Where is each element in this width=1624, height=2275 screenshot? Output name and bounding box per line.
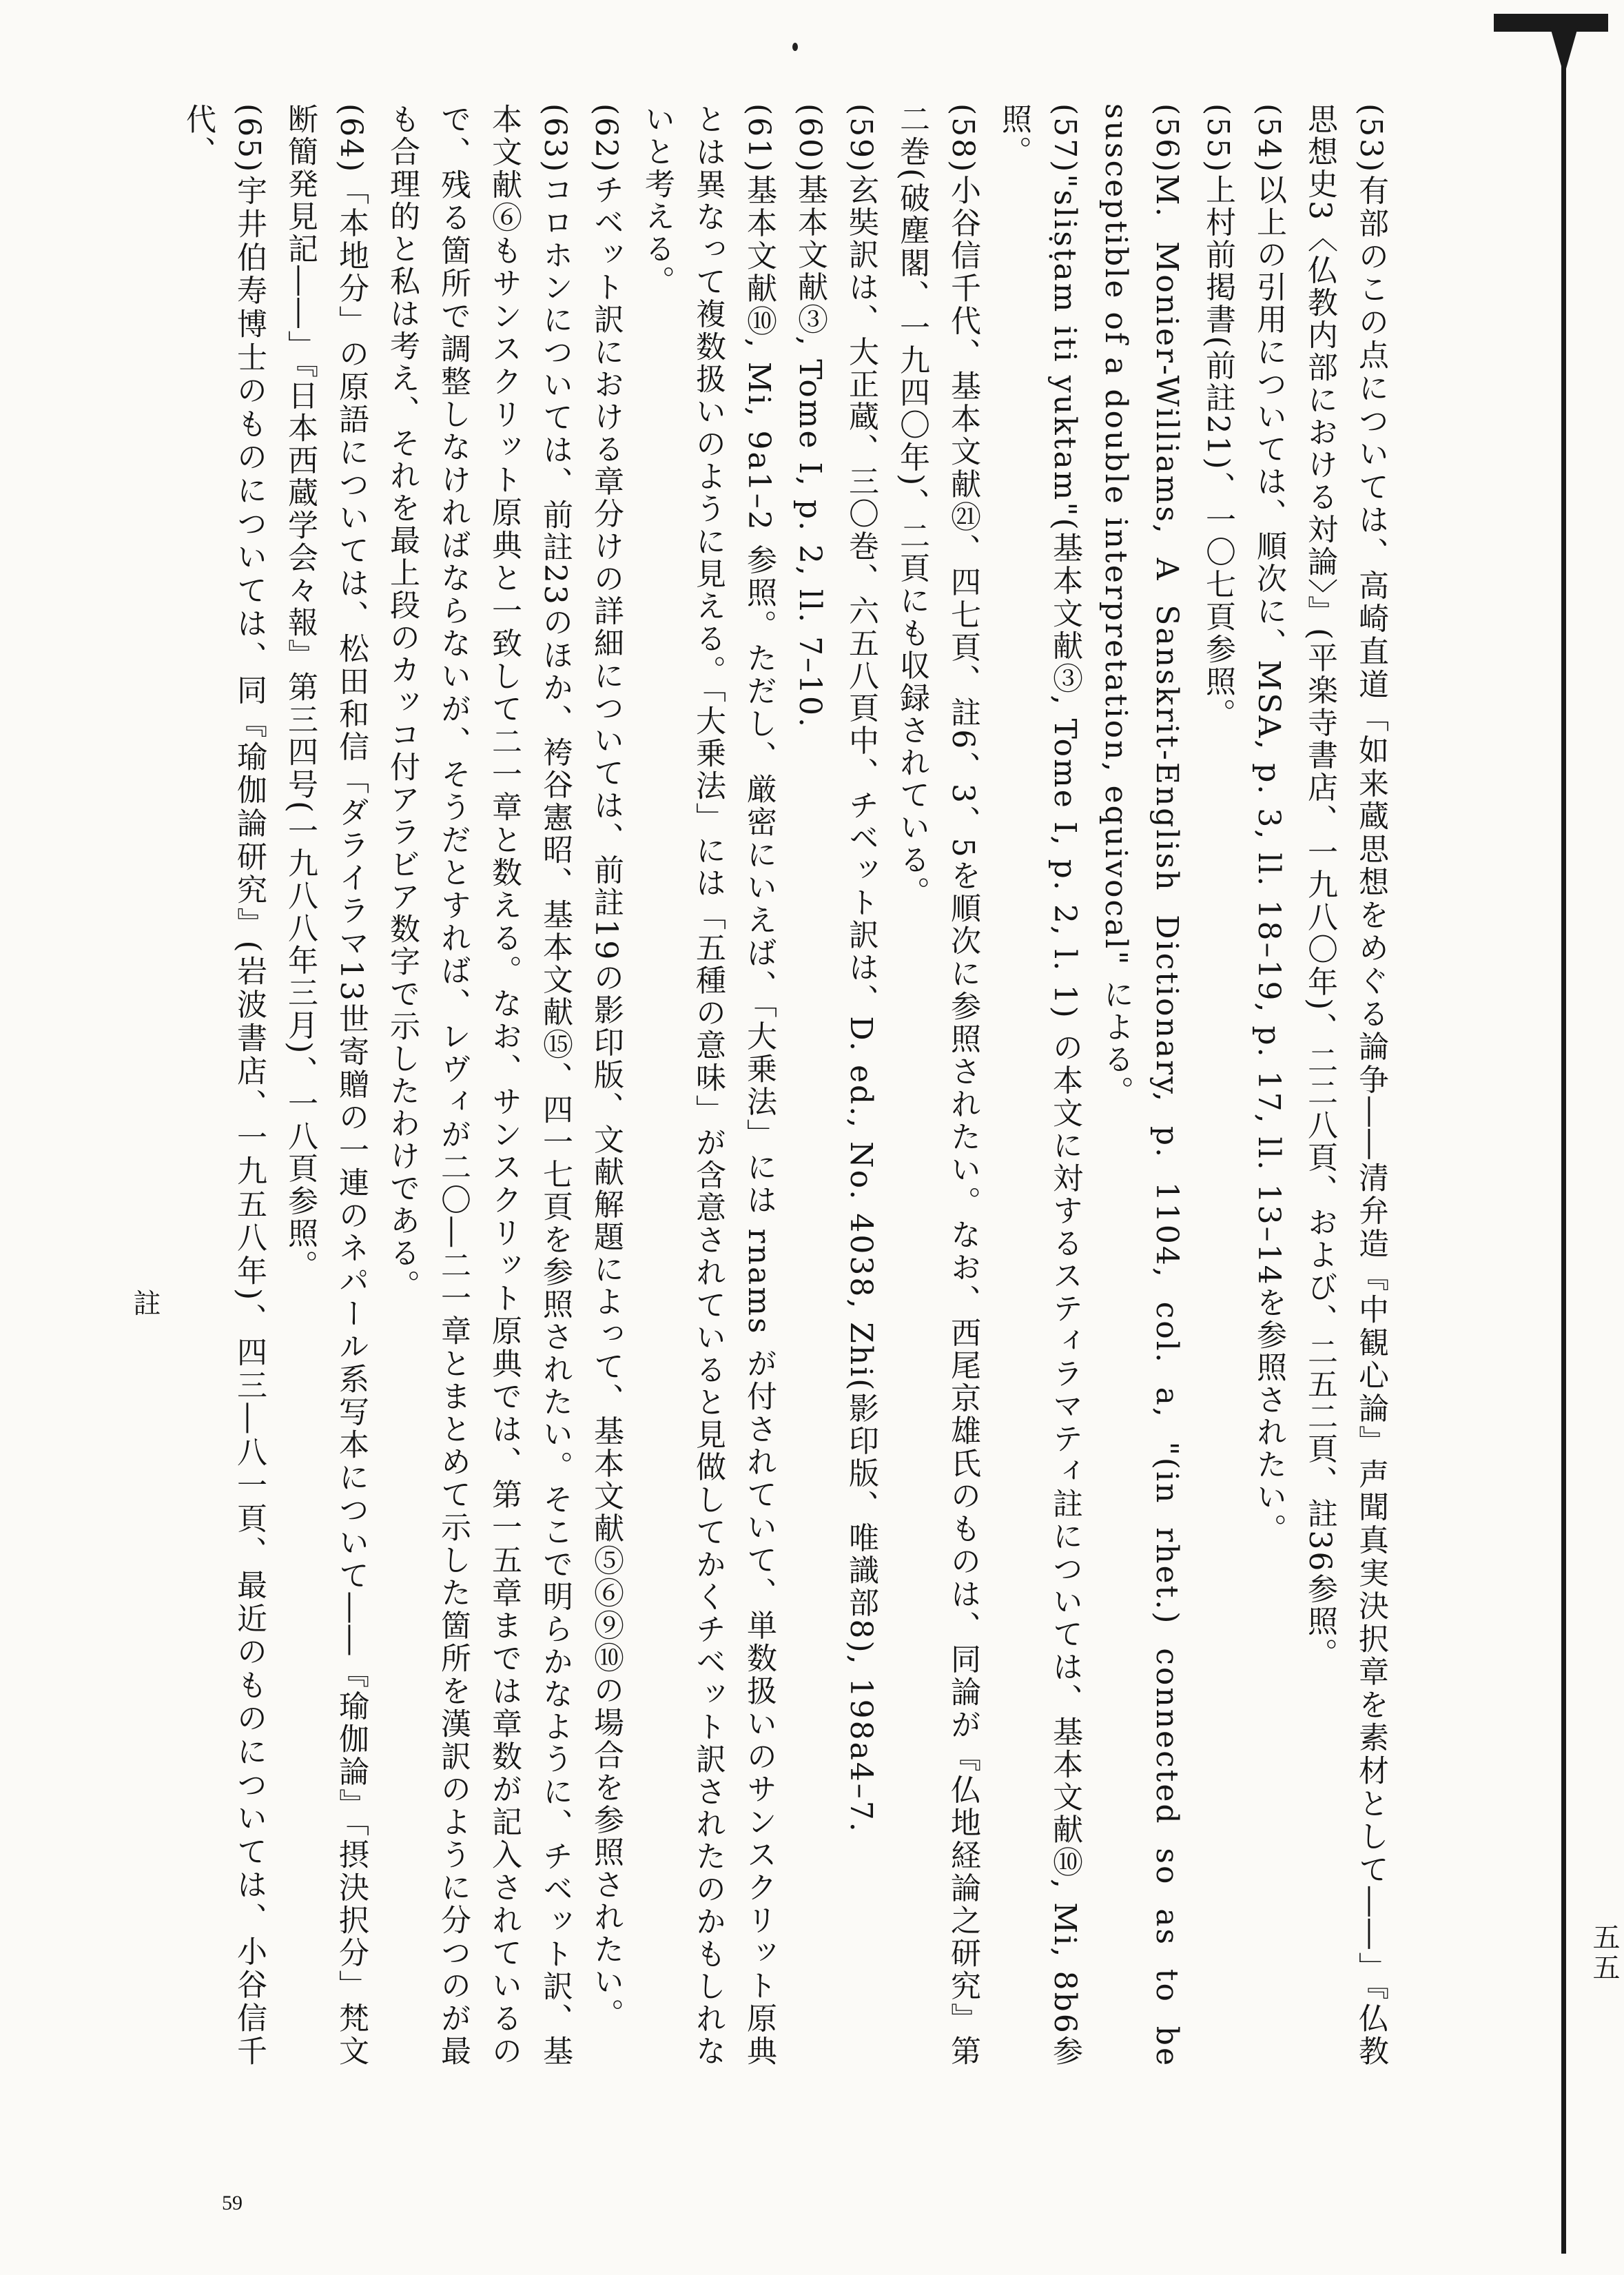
note-61: (61)基本文献⑩, Mi, 9a1–2 参照。ただし、厳密にいえば、「大乗法」には rnams が付されていて、単数扱いのサンスクリット原典とは異なって複数扱いのように見える。「大乗法」には「五種の意味」が含意されていると見做してかくチベット訳されたのかもしれないと考える。 [639, 103, 777, 2068]
notes-body [172, 103, 1396, 2068]
running-head: 註 [129, 1289, 161, 1316]
binding-edge-line [1561, 28, 1566, 2254]
print-speck [792, 43, 798, 51]
note-65: (65)宇井伯寿博士のものについては、同『瑜伽論研究』(岩波書店、一九五八年)、四三―八一頁、最近のものについては、小谷信千代、 [181, 103, 267, 2068]
note-55: (55)上村前掲書(前註21)、一〇七頁参照。 [1200, 103, 1235, 731]
kanji-page-number: 五五 [1588, 1923, 1620, 1983]
note-59: (59)玄奘訳は、大正蔵、三〇巻、六五八頁中、チベット訳は、D. ed., No. 4038, Zhi(影印版、唯識部8), 198a4–7. [843, 103, 878, 1834]
note-63: (63)コロホンについては、前註23のほか、袴谷憲昭、基本文献⑮、四一七頁を参照されたい。そこで明らかなように、チベット訳、基本文献⑥もサンスクリット原典と一致して二一章と数える。なお、サンスクリット原典では、第一五章までは章数が記入されているので、残る箇所で調整しなければならないが、そうだとすれば、レヴィが二〇―二一章とまとめて示した箇所を漢訳のように分つのが最も合理的と私は考え、それを最上段のカッコ付アラビア数字で示したわけである。 [384, 103, 573, 2068]
note-60: (60)基本文献③, Tome I, p. 2, ll. 7–10. [792, 103, 828, 730]
note-54: (54)以上の引用については、順次に、MSA, p. 3, ll. 18–19, p. 17, ll. 13–14を参照されたい。 [1251, 103, 1286, 1546]
note-64: (64)「本地分」の原語については、松田和信「ダライラマ13世寄贈の一連のネパール系写本について――『瑜伽論』「摂決択分」梵文断簡発見記――」『日本西蔵学会々報』第三四号(一九八八年三月)、一八頁参照。 [282, 103, 369, 2068]
arabic-page-number: 59 [222, 2192, 243, 2214]
note-57: (57)"sliṣṭam iti yuktam"(基本文献③, Tome I, p. 2, l. 1) の本文に対するスティラマティ註については、基本文献⑩, Mi, 8b6参照。 [996, 103, 1082, 2068]
note-56: (56)M. Monier-Williams, A Sanskrit-English Dictionary, p. 1104, col. a, "(in rhet.) connected so as to be susceptible of a double interpretation, equivocal" による。 [1098, 103, 1184, 2068]
note-58: (58)小谷信千代、基本文献㉑、四七頁、註6、3、5を順次に参照されたい。なお、西尾京雄氏のものは、同論が『仏地経論之研究』第二巻(破塵閣、一九四〇年)、二頁にも収録されている。 [894, 103, 980, 2068]
note-53: (53)有部のこの点については、高崎直道「如来蔵思想をめぐる論争――清弁造『中観心論』声聞真実決択章を素材として――」『仏教思想史3〈仏教内部における対論〉』(平楽寺書店、一九八〇年)、二二八頁、および、二五二頁、註36参照。 [1302, 103, 1388, 2068]
note-62: (62)チベット訳における章分けの詳細については、前註19の影印版、文献解題によって、基本文献⑤⑥⑨⑩の場合を参照されたい。 [588, 103, 624, 2031]
